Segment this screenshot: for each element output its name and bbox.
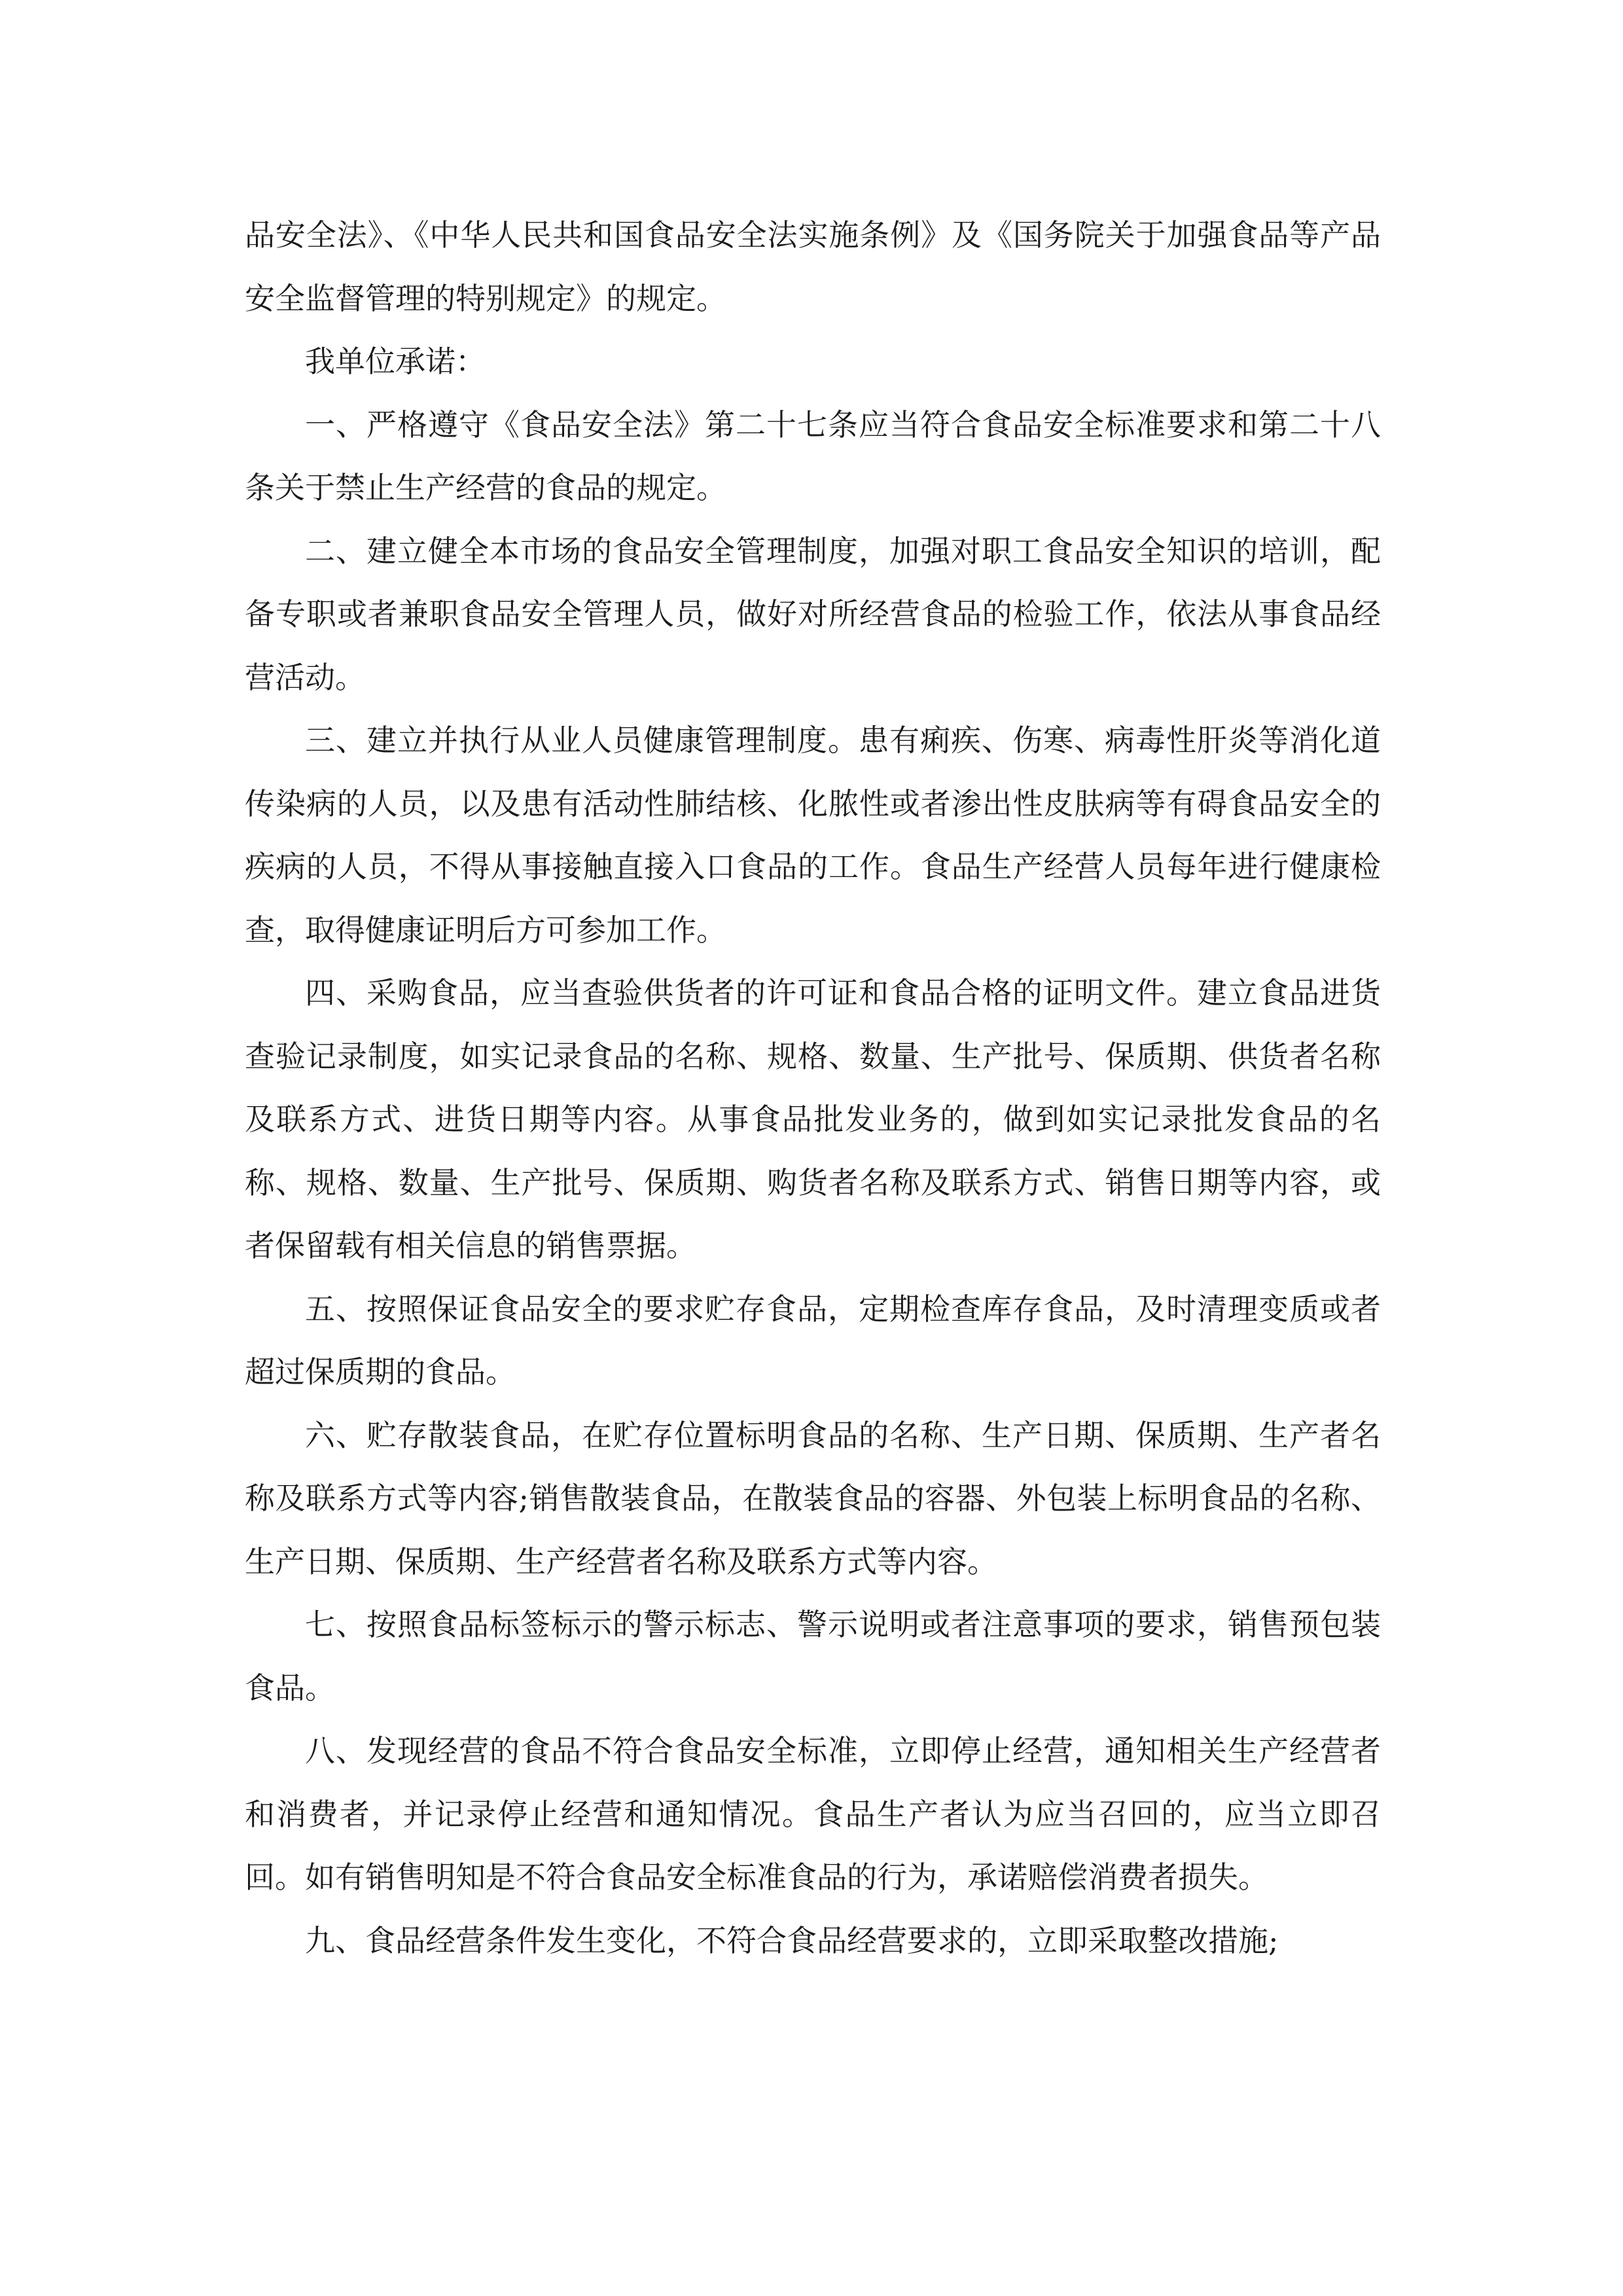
paragraph-1: 我单位承诺： — [305, 344, 486, 379]
paragraph-0: 品安全法》、《中华人民共和国食品安全法实施条例》及《国务院关于加强食品等产品安全监督管理的特别规定》的规定。 — [245, 217, 1381, 316]
paragraph-4: 三、建立并执行从业人员健康管理制度。患有痢疾、伤寒、病毒性肝炎等消化道传染病的人员，以及患有活动性肺结核、化脓性或者渗出性皮肤病等有碍食品安全的疾病的人员，不得从事接触直接入口食品的工作。食品生产经营人员每年进行健康检查，取得健康证明后方可参加工作。 — [245, 723, 1381, 948]
document-body — [245, 204, 1381, 1972]
paragraph-3: 二、建立健全本市场的食品安全管理制度，加强对职工食品安全知识的培训，配备专职或者兼职食品安全管理人员，做好对所经营食品的检验工作，依法从事食品经营活动。 — [245, 533, 1381, 695]
paragraph-6: 五、按照保证食品安全的要求贮存食品，定期检查库存食品，及时清理变质或者超过保质期的食品。 — [245, 1291, 1381, 1390]
paragraph-2: 一、严格遵守《食品安全法》第二十七条应当符合食品安全标准要求和第二十八条关于禁止生产经营的食品的规定。 — [245, 406, 1381, 505]
paragraph-5: 四、采购食品，应当查验供货者的许可证和食品合格的证明文件。建立食品进货查验记录制度，如实记录食品的名称、规格、数量、生产批号、保质期、供货者名称及联系方式、进货日期等内容。从事食品批发业务的，做到如实记录批发食品的名称、规格、数量、生产批号、保质期、购货者名称及联系方式、销售日期等内容，或者保留载有相关信息的销售票据。 — [245, 975, 1381, 1263]
paragraph-9: 八、发现经营的食品不符合食品安全标准，立即停止经营，通知相关生产经营者和消费者，并记录停止经营和通知情况。食品生产者认为应当召回的，应当立即召回。如有销售明知是不符合食品安全标准食品的行为，承诺赔偿消费者损失。 — [245, 1733, 1381, 1895]
paragraph-8: 七、按照食品标签标示的警示标志、警示说明或者注意事项的要求，销售预包装食品。 — [245, 1607, 1381, 1706]
paragraph-7: 六、贮存散装食品，在贮存位置标明食品的名称、生产日期、保质期、生产者名称及联系方式等内容;销售散装食品，在散装食品的容器、外包装上标明食品的名称、生产日期、保质期、生产经营者名称及联系方式等内容。 — [245, 1417, 1381, 1579]
paragraph-10: 九、食品经营条件发生变化，不符合食品经营要求的，立即采取整改措施; — [305, 1922, 1279, 1958]
